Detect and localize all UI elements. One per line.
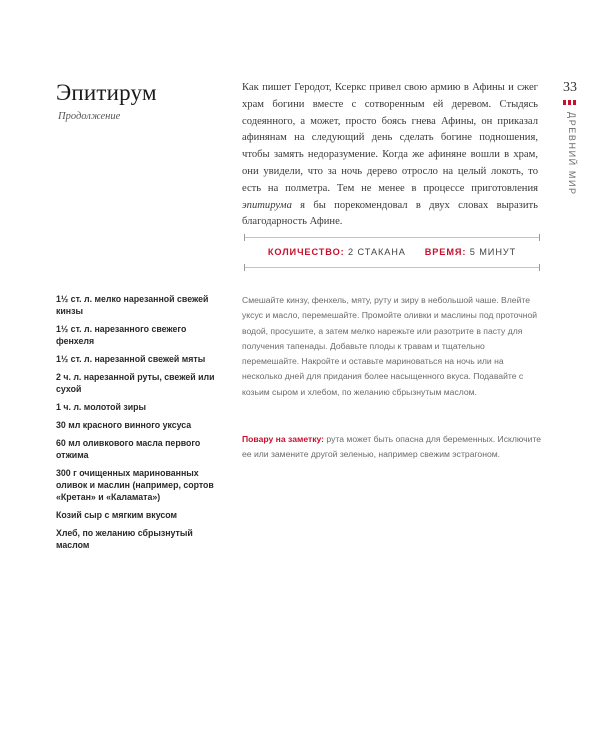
- ingredient-item: 1 ч. л. молотой зиры: [56, 402, 147, 412]
- divider-line-bottom: [244, 267, 540, 268]
- accent-mark: [573, 100, 576, 105]
- page-number: 33: [563, 80, 577, 95]
- recipe-title: Эпитирум: [56, 80, 157, 105]
- intro-emphasis: эпитирума: [242, 199, 292, 211]
- ingredient-item: Козий сыр с мягким вкусом: [56, 510, 178, 520]
- ingredient-item: 2 ч. л. нарезанной руты, свежей или сухой: [56, 372, 215, 394]
- divider-line-top: [244, 237, 540, 238]
- ingredient-item: 30 мл красного винного уксуса: [56, 420, 192, 430]
- ingredient-item: 1½ ст. л. нарезанного свежего фенхеля: [56, 324, 187, 346]
- cook-note: [242, 432, 542, 463]
- page-accent-marks: [563, 100, 577, 106]
- info-divider: [244, 237, 540, 271]
- ingredient-item: 1½ ст. л. мелко нарезанной свежей кинзы: [56, 294, 209, 316]
- divider-cap: [539, 264, 540, 271]
- time-value: 5 МИНУТ: [469, 247, 517, 257]
- note-text: рута может быть опасна для беременных. Исключите ее или замените другой зеленью, например свежим эстрагоном.: [242, 434, 542, 460]
- info-bar: [244, 247, 540, 257]
- divider-cap: [244, 234, 245, 241]
- ingredients-list: [56, 293, 216, 557]
- time-label: ВРЕМЯ:: [424, 247, 467, 257]
- intro-text-after: я бы порекомендовал в двух словах выразить благодарность Афине.: [242, 199, 538, 228]
- intro-text-before: Как пишет Геродот, Ксеркс привел свою армию в Афины и сжег храм богини вместе с сотворенным ей деревом. Стыдясь содеянного, а может, просто боясь гнева Афины, он приказал афинянам на следующий день сделать богине подношения, чтобы замять недоразумение. Когда же афиняне вошли в храм, они увидели, что за ночь дерево отросло на целый локоть, то есть на полметра. Тем не менее в процессе приготовления: [242, 82, 538, 194]
- accent-mark: [563, 100, 566, 105]
- recipe-subtitle: Продолжение: [58, 111, 121, 122]
- ingredient-item: 1½ ст. л. нарезанной свежей мяты: [56, 354, 206, 364]
- ingredient-item: 60 мл оливкового масла первого отжима: [56, 438, 201, 460]
- accent-mark: [568, 100, 571, 105]
- section-label: ДРЕВНИЙ МИР: [567, 112, 577, 196]
- directions-text: Смешайте кинзу, фенхель, мяту, руту и зиру в небольшой чаше. Влейте уксус и масло, перемешайте. Промойте оливки и маслины под проточной водой, просушите, а затем мелко нарежьте или разотрите в пасту для получения тапенады. Добавьте плоды к травам и тщательно перемешайте. Накройте и оставьте мариноваться на ночь или на несколько дней для придания более насыщенного вкуса. Подавайте с козьим сыром и хлебом, по желанию сбрызнутым маслом.: [242, 295, 538, 397]
- note-label: Повару на заметку:: [242, 434, 325, 444]
- divider-cap: [244, 264, 245, 271]
- ingredient-item: 300 г очищенных маринованных оливок и маслин (например, сортов «Кретан» и «Каламата»): [56, 468, 214, 502]
- divider-cap: [539, 234, 540, 241]
- quantity-label: КОЛИЧЕСТВО:: [267, 247, 345, 257]
- quantity-value: 2 СТАКАНА: [348, 247, 406, 257]
- ingredient-item: Хлеб, по желанию сбрызнутый маслом: [56, 528, 193, 550]
- intro-paragraph: [242, 80, 538, 231]
